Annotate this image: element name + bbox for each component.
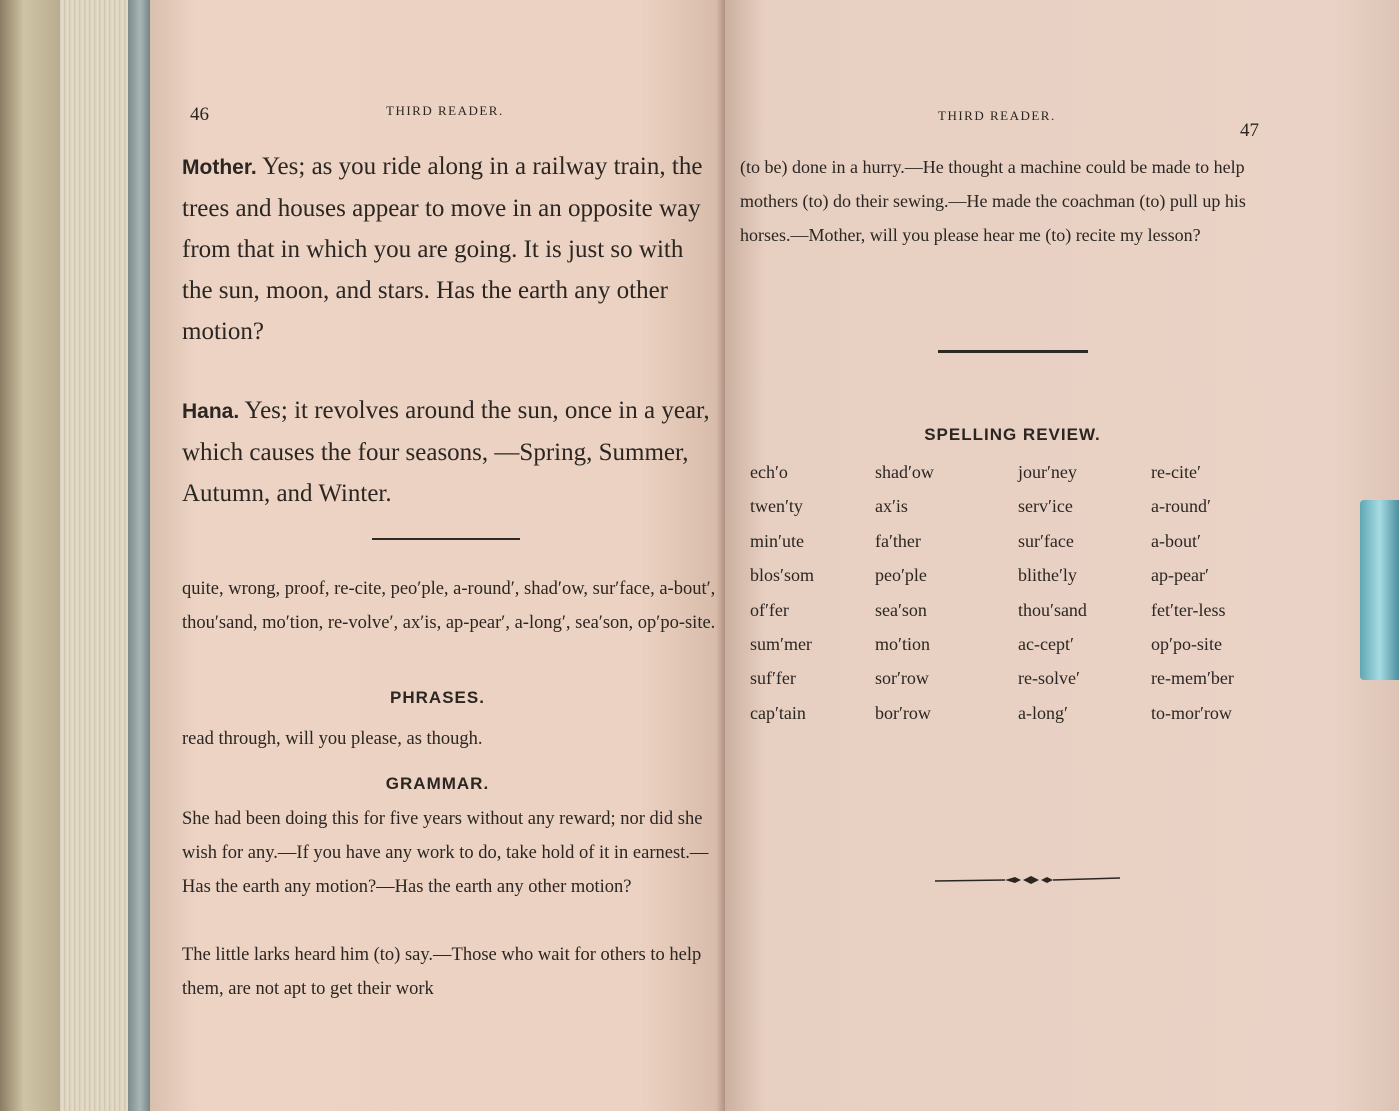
spelling-word: bor′row <box>875 702 931 723</box>
grammar-text-2: The little larks heard him (to) say.—Those who wait for others to help them, are not apt to get their work <box>182 945 702 999</box>
spelling-word: fa′ther <box>875 530 921 551</box>
spelling-word: op′po-site <box>1151 633 1222 654</box>
continued-text: (to be) done in a hurry.—He thought a machine could be made to help mothers (to) do their sewing.—He made the coachman (to) pull up his horses.—Mother, will you please hear me (to) recite my lesson? <box>740 157 1246 245</box>
left-page-number: 46 <box>190 104 209 125</box>
spelling-word: sur′face <box>1018 530 1074 551</box>
spelling-word: ech′o <box>750 462 788 482</box>
right-page <box>725 0 1399 1111</box>
spelling-word: min′ute <box>750 530 804 551</box>
spelling-word: fet′ter-less <box>1151 599 1226 620</box>
grammar-heading: GRAMMAR. <box>385 774 490 793</box>
speaker-mother: Mother. <box>182 156 257 179</box>
spelling-word: sum′mer <box>750 633 812 654</box>
spelling-word: of′fer <box>750 599 789 620</box>
speaker-hana: Hana. <box>182 400 240 423</box>
spelling-word: twen′ty <box>750 496 803 517</box>
spelling-word: cap′tain <box>750 702 806 723</box>
ornament-flourish <box>935 870 1120 890</box>
spelling-word-grid <box>750 462 1260 737</box>
spelling-review-heading: SPELLING REVIEW. <box>924 425 1101 444</box>
grammar-text-1: She had been doing this for five years without any reward; nor did she wish for any.—If you have any work to do, take hold of it in earnest.—Has the earth any motion?—Has the earth any other motion? <box>182 809 709 897</box>
spelling-word: sea′son <box>875 599 927 620</box>
spelling-word: jour′ney <box>1018 462 1077 482</box>
section-divider <box>372 538 520 540</box>
left-page <box>150 0 725 1111</box>
spelling-word: a-long′ <box>1018 702 1068 723</box>
spelling-word: shad′ow <box>875 462 934 482</box>
spelling-word: ac-cept′ <box>1018 633 1074 654</box>
spelling-word: sor′row <box>875 668 929 689</box>
right-running-head: THIRD READER. <box>938 108 1056 123</box>
dialogue-hana <box>182 390 712 514</box>
spelling-word: re-cite′ <box>1151 462 1201 482</box>
page-stack <box>60 0 130 1111</box>
left-running-head: THIRD READER. <box>386 103 504 118</box>
spelling-word: blos′som <box>750 565 814 586</box>
spelling-word: to-mor′row <box>1151 702 1232 723</box>
dialogue-mother-text: Yes; as you ride along in a railway train, the trees and houses appear to move in an opposite way from that in which you are going. It is just so with the sun, moon, and stars. Has the earth any other motion? <box>182 153 703 345</box>
section-divider-right <box>938 350 1088 353</box>
book-edge <box>0 0 60 1111</box>
spelling-word: re-solve′ <box>1018 668 1080 689</box>
spelling-word: suf′fer <box>750 668 796 689</box>
spelling-word: re-mem′ber <box>1151 668 1234 689</box>
spelling-word: peo′ple <box>875 565 927 586</box>
book-cover-strip <box>128 0 152 1111</box>
spelling-word: thou′sand <box>1018 599 1087 620</box>
bookmark-clip <box>1360 500 1399 680</box>
spelling-word: blithe′ly <box>1018 565 1077 586</box>
spelling-word: serv′ice <box>1018 496 1073 517</box>
spelling-word: ax′is <box>875 496 908 517</box>
spelling-word: mo′tion <box>875 633 930 654</box>
phrases-heading: PHRASES. <box>390 688 485 707</box>
right-page-number: 47 <box>1240 120 1259 141</box>
dialogue-mother <box>182 146 712 352</box>
word-list: quite, wrong, proof, re-cite, peo′ple, a-round′, shad′ow, sur′face, a-bout′, thou′sand, mo′tion, re-volve′, ax′is, ap-pear′, a-long′, sea′son, op′po-site. <box>182 579 716 633</box>
spelling-word: ap-pear′ <box>1151 565 1209 586</box>
phrases-text: read through, will you please, as though. <box>182 729 483 749</box>
spelling-word: a-bout′ <box>1151 530 1201 551</box>
dialogue-hana-text: Yes; it revolves around the sun, once in a year, which causes the four seasons, —Spring, Summer, Autumn, and Winter. <box>182 397 710 507</box>
spelling-word: a-round′ <box>1151 496 1211 517</box>
